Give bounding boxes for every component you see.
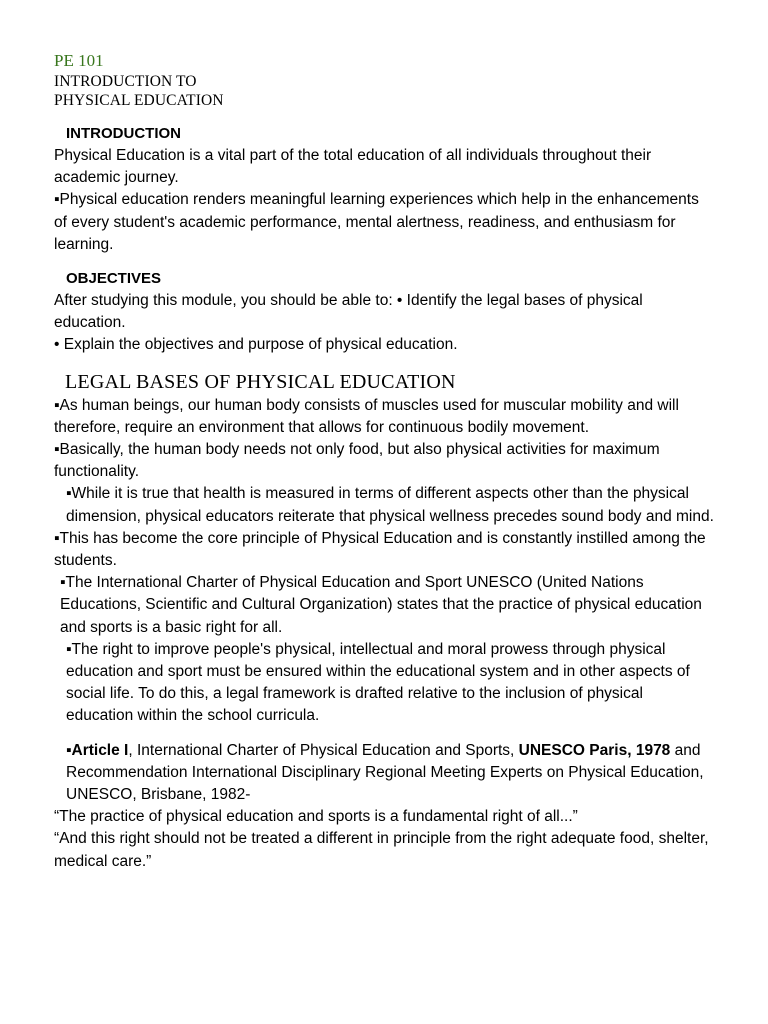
article-quote-2: “And this right should not be treated a different in principle from the right adequate food, shelter, medical care.” xyxy=(54,830,709,870)
course-title-line-2: PHYSICAL EDUCATION xyxy=(54,92,224,109)
introduction-paragraph-1: Physical Education is a vital part of the total education of all individuals throughout their academic journey. xyxy=(54,147,652,187)
introduction-paragraph-2: ▪Physical education renders meaningful learning experiences which help in the enhancements of every student's academic performance, mental alertness, readiness, and enthusiasm for learning. xyxy=(54,191,699,253)
legal-bases-paragraph-2: ▪Basically, the human body needs not only food, but also physical activities for maximum functionality. xyxy=(54,441,660,481)
introduction-heading: INTRODUCTION xyxy=(66,125,181,142)
article-unesco-paris-ref: UNESCO Paris, 1978 xyxy=(518,741,671,759)
article-quote-1: “The practice of physical education and sports is a fundamental right of all...” xyxy=(54,808,578,826)
article-label: ▪Article I xyxy=(66,741,129,759)
course-title-line-1: INTRODUCTION TO xyxy=(54,73,197,90)
legal-bases-paragraph-5: ▪The International Charter of Physical Education and Sport UNESCO (United Nations Educations, Scientific and Cultural Organization) states that the practice of physical education and sports is a basic right for all. xyxy=(60,574,702,636)
legal-bases-paragraph-1: ▪As human beings, our human body consists of muscles used for muscular mobility and will therefore, require an environment that allows for continuous bodily movement. xyxy=(54,396,679,436)
article-charter-text: , International Charter of Physical Education and Sports, xyxy=(128,741,519,759)
legal-bases-paragraph-4: ▪This has become the core principle of Physical Education and is constantly instilled among the students. xyxy=(54,529,706,570)
objectives-paragraph-1: After studying this module, you should be able to: • Identify the legal bases of physical education. xyxy=(54,292,643,332)
course-code: PE 101 xyxy=(54,51,104,70)
legal-bases-paragraph-3: ▪While it is true that health is measured in terms of different aspects other than the physical dimension, physical educators reiterate that physical wellness precedes sound body and mind. xyxy=(66,485,714,525)
legal-bases-heading: LEGAL BASES OF PHYSICAL EDUCATION xyxy=(65,370,456,393)
article-paragraph xyxy=(54,740,714,807)
objectives-paragraph-2: • Explain the objectives and purpose of physical education. xyxy=(54,336,458,354)
article-recommendation-text: and Recommendation International Disciplinary Regional Meeting Experts on Physical Education, UNESCO, Brisbane, 1982- xyxy=(66,741,704,804)
objectives-heading: OBJECTIVES xyxy=(66,270,162,288)
legal-bases-paragraph-6: ▪The right to improve people's physical, intellectual and moral prowess through physical education and sport must be ensured within the educational system and in other aspects of social life. To do this, a legal framework is drafted relative to the inclusion of physical education within the school curricula. xyxy=(66,640,690,725)
document-page xyxy=(54,50,714,873)
